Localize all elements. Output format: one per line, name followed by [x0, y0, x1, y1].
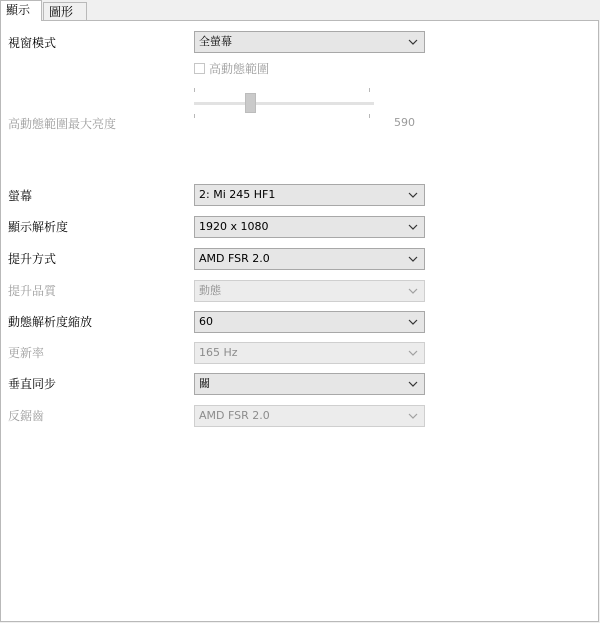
hdr-checkbox-label: 高動態範圍 [209, 62, 270, 76]
chevron-down-icon [408, 317, 418, 327]
chevron-down-icon [408, 37, 418, 47]
upscaling-method-dropdown[interactable] [194, 248, 425, 270]
dynamic-resolution-scaling-value: 60 [199, 315, 213, 328]
hdr-max-brightness-label: 高動態範圍最大亮度 [8, 117, 117, 131]
slider-tick [369, 88, 370, 92]
anti-aliasing-value: AMD FSR 2.0 [199, 409, 270, 422]
upscaling-method-label: 提升方式 [8, 252, 57, 266]
dynamic-resolution-scaling-dropdown[interactable] [194, 311, 425, 333]
vsync-dropdown[interactable] [194, 373, 425, 395]
refresh-rate-label: 更新率 [8, 346, 45, 360]
anti-aliasing-label: 反鋸齒 [8, 409, 45, 423]
resolution-dropdown[interactable] [194, 216, 425, 238]
upscaling-quality-value: 動態 [199, 284, 221, 297]
slider-tick [194, 114, 195, 118]
hdr-max-brightness-value: 590 [394, 116, 415, 129]
upscaling-quality-dropdown[interactable] [194, 280, 425, 302]
upscaling-quality-label: 提升品質 [8, 284, 57, 298]
chevron-down-icon [408, 411, 418, 421]
vsync-value: 關 [199, 377, 210, 390]
chevron-down-icon [408, 379, 418, 389]
window-mode-value: 全螢幕 [199, 35, 232, 48]
vsync-label: 垂直同步 [8, 377, 57, 391]
hdr-max-brightness-slider[interactable] [194, 88, 374, 118]
tab-bar [0, 0, 600, 20]
chevron-down-icon [408, 348, 418, 358]
tab-graphics-label: 圖形 [49, 5, 74, 19]
monitor-value: 2: Mi 245 HF1 [199, 188, 276, 201]
slider-thumb[interactable] [245, 93, 256, 113]
tab-graphics[interactable] [43, 2, 87, 20]
window-mode-label: 視窗模式 [8, 36, 57, 50]
chevron-down-icon [408, 286, 418, 296]
chevron-down-icon [408, 190, 418, 200]
tab-display[interactable] [0, 0, 42, 21]
monitor-label: 螢幕 [8, 189, 33, 203]
slider-track [194, 102, 374, 105]
slider-tick [194, 88, 195, 92]
hdr-checkbox[interactable] [194, 63, 205, 74]
dynamic-resolution-scaling-label: 動態解析度縮放 [8, 315, 93, 329]
upscaling-method-value: AMD FSR 2.0 [199, 252, 270, 265]
anti-aliasing-dropdown[interactable] [194, 405, 425, 427]
chevron-down-icon [408, 254, 418, 264]
resolution-value: 1920 x 1080 [199, 220, 269, 233]
refresh-rate-value: 165 Hz [199, 346, 238, 359]
window-mode-dropdown[interactable] [194, 31, 425, 53]
chevron-down-icon [408, 222, 418, 232]
resolution-label: 顯示解析度 [8, 220, 69, 234]
tab-display-label: 顯示 [6, 3, 31, 17]
monitor-dropdown[interactable] [194, 184, 425, 206]
refresh-rate-dropdown[interactable] [194, 342, 425, 364]
slider-tick [369, 114, 370, 118]
